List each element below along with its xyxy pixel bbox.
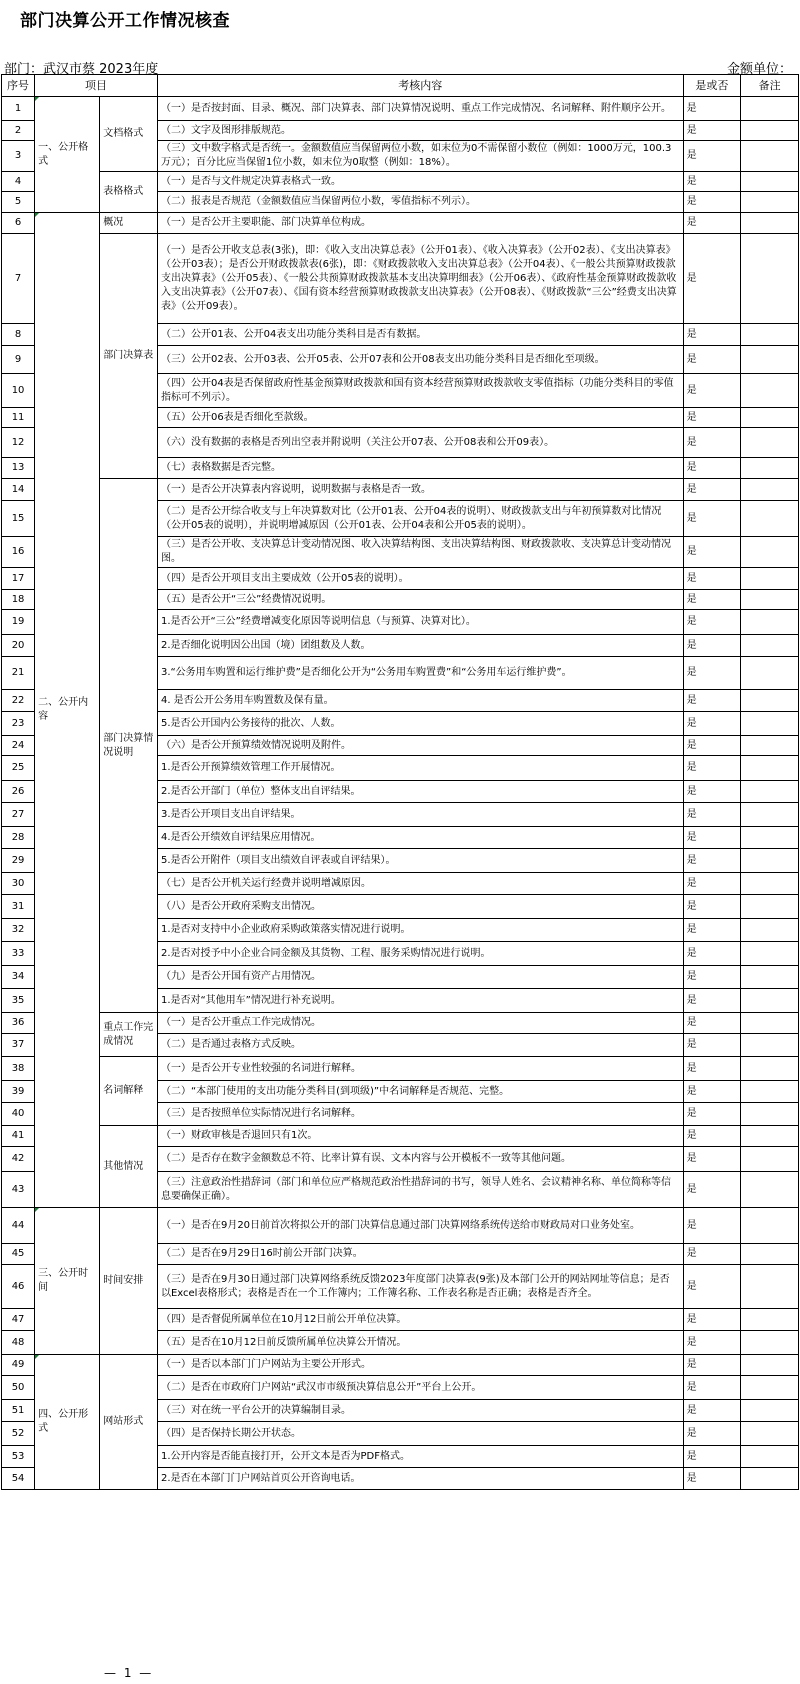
status-cell: 是: [683, 1309, 741, 1331]
status-cell: 是: [683, 1400, 741, 1422]
row-number: 6: [2, 213, 35, 234]
remark-cell: [741, 756, 799, 781]
check-content: （一）是否公开决算表内容说明，说明数据与表格是否一致。: [157, 479, 683, 501]
row-number: 15: [2, 501, 35, 537]
row-number: 29: [2, 849, 35, 873]
remark-cell: [741, 1126, 799, 1147]
check-content: （九）是否公开国有资产占用情况。: [157, 966, 683, 989]
table-header-row: [2, 75, 799, 97]
row-number: 46: [2, 1265, 35, 1309]
status-cell: 是: [683, 1446, 741, 1468]
remark-cell: [741, 1446, 799, 1468]
subcategory-cell: 部门决算表: [100, 234, 158, 479]
check-content: 2.是否公开部门（单位）整体支出自评结果。: [157, 781, 683, 803]
check-content: （一）是否按封面、目录、概况、部门决算表、部门决算情况说明、重点工作完成情况、名词解释、附件顺序公开。: [157, 97, 683, 121]
header-project: 项目: [35, 75, 158, 97]
row-number: 5: [2, 192, 35, 213]
row-number: 42: [2, 1147, 35, 1172]
status-cell: 是: [683, 1034, 741, 1057]
remark-cell: [741, 324, 799, 346]
check-content: 1.是否对支持中小企业政府采购政策落实情况进行说明。: [157, 919, 683, 942]
status-cell: 是: [683, 1147, 741, 1172]
remark-cell: [741, 1172, 799, 1208]
check-content: （二）是否存在数字金额数总不符、比率计算有误、文本内容与公开模板不一致等其他问题。: [157, 1147, 683, 1172]
remark-cell: [741, 234, 799, 324]
table-row: [2, 172, 799, 192]
check-content: （一）是否以本部门门户网站为主要公开形式。: [157, 1355, 683, 1376]
table-row: [2, 213, 799, 234]
check-content: 3.“公务用车购置和运行维护费”是否细化公开为“公务用车购置费”和“公务用车运行维护费”。: [157, 657, 683, 690]
remark-cell: [741, 803, 799, 827]
remark-cell: [741, 827, 799, 849]
check-content: （三）对在统一平台公开的决算编制目录。: [157, 1400, 683, 1422]
row-number: 4: [2, 172, 35, 192]
remark-cell: [741, 458, 799, 479]
status-cell: 是: [683, 635, 741, 657]
row-number: 1: [2, 97, 35, 121]
subcategory-cell: 名词解释: [100, 1057, 158, 1126]
remark-cell: [741, 942, 799, 966]
status-cell: 是: [683, 1057, 741, 1081]
row-number: 11: [2, 408, 35, 428]
remark-cell: [741, 1147, 799, 1172]
check-content: （五）是否在10月12日前反馈所属单位决算公开情况。: [157, 1331, 683, 1355]
check-content: 1.公开内容是否能直接打开，公开文本是否为PDF格式。: [157, 1446, 683, 1468]
check-content: （七）是否公开机关运行经费并说明增减原因。: [157, 873, 683, 895]
row-number: 21: [2, 657, 35, 690]
status-cell: 是: [683, 501, 741, 537]
status-cell: 是: [683, 192, 741, 213]
row-number: 28: [2, 827, 35, 849]
check-content: （三）公开02表、公开03表、公开05表、公开07表和公开08表支出功能分类科目是否细化至项级。: [157, 346, 683, 374]
remark-cell: [741, 1331, 799, 1355]
check-content: （二）报表是否规范（金额数值应当保留两位小数，零值指标不列示）。: [157, 192, 683, 213]
remark-cell: [741, 213, 799, 234]
remark-cell: [741, 1400, 799, 1422]
row-number: 52: [2, 1422, 35, 1446]
check-content: 2.是否细化说明因公出国（境）团组数及人数。: [157, 635, 683, 657]
category-cell: 一、公开格式: [35, 97, 100, 213]
status-cell: 是: [683, 324, 741, 346]
remark-cell: [741, 479, 799, 501]
row-number: 27: [2, 803, 35, 827]
header-status: 是或否: [683, 75, 741, 97]
status-cell: 是: [683, 121, 741, 141]
remark-cell: [741, 919, 799, 942]
page-title: 部门决算公开工作情况核查: [20, 11, 230, 31]
status-cell: 是: [683, 827, 741, 849]
row-number: 48: [2, 1331, 35, 1355]
check-content: 5.是否公开国内公务接待的批次、人数。: [157, 712, 683, 736]
subcategory-cell: 其他情况: [100, 1126, 158, 1208]
status-cell: 是: [683, 919, 741, 942]
remark-cell: [741, 121, 799, 141]
remark-cell: [741, 346, 799, 374]
remark-cell: [741, 172, 799, 192]
remark-cell: [741, 657, 799, 690]
check-content: （四）是否保持长期公开状态。: [157, 1422, 683, 1446]
status-cell: 是: [683, 172, 741, 192]
row-number: 25: [2, 756, 35, 781]
category-cell: 二、公开内容: [35, 213, 100, 1208]
remark-cell: [741, 374, 799, 408]
status-cell: 是: [683, 895, 741, 919]
status-cell: 是: [683, 690, 741, 712]
check-content: （八）是否公开政府采购支出情况。: [157, 895, 683, 919]
row-number: 16: [2, 537, 35, 568]
remark-cell: [741, 849, 799, 873]
status-cell: 是: [683, 374, 741, 408]
row-number: 41: [2, 1126, 35, 1147]
check-content: （六）没有数据的表格是否列出空表并附说明（关注公开07表、公开08表和公开09表）。: [157, 428, 683, 458]
row-number: 13: [2, 458, 35, 479]
remark-cell: [741, 537, 799, 568]
table-row: [2, 1355, 799, 1376]
row-number: 12: [2, 428, 35, 458]
status-cell: 是: [683, 568, 741, 590]
row-number: 8: [2, 324, 35, 346]
subcategory-cell: 表格格式: [100, 172, 158, 213]
row-number: 24: [2, 736, 35, 756]
table-row: [2, 1057, 799, 1081]
check-content: （二）“本部门使用的支出功能分类科目(到项级)”中名词解释是否规范、完整。: [157, 1081, 683, 1103]
check-content: （三）文中数字格式是否统一。金额数值应当保留两位小数，如末位为0不需保留小数位（例如：1000万元，100.3万元）；百分比应当保留1位小数，如末位为0取整（例如：18%）。: [157, 141, 683, 172]
check-content: （三）是否公开收、支决算总计变动情况图、收入决算结构图、支出决算结构图、财政拨款收、支决算总计变动情况图。: [157, 537, 683, 568]
status-cell: 是: [683, 1355, 741, 1376]
check-content: 4. 是否公开公务用车购置数及保有量。: [157, 690, 683, 712]
check-content: （一）是否公开专业性较强的名词进行解释。: [157, 1057, 683, 1081]
status-cell: 是: [683, 346, 741, 374]
remark-cell: [741, 501, 799, 537]
check-content: （二）公开01表、公开04表支出功能分类科目是否有数据。: [157, 324, 683, 346]
row-number: 10: [2, 374, 35, 408]
header-content: 考核内容: [157, 75, 683, 97]
status-cell: 是: [683, 537, 741, 568]
remark-cell: [741, 1422, 799, 1446]
status-cell: 是: [683, 1172, 741, 1208]
check-content: 1.是否对“其他用车”情况进行补充说明。: [157, 989, 683, 1013]
row-number: 9: [2, 346, 35, 374]
status-cell: 是: [683, 1103, 741, 1126]
status-cell: 是: [683, 141, 741, 172]
row-number: 50: [2, 1376, 35, 1400]
row-number: 17: [2, 568, 35, 590]
remark-cell: [741, 1057, 799, 1081]
status-cell: 是: [683, 657, 741, 690]
check-content: （六）是否公开预算绩效情况说明及附件。: [157, 736, 683, 756]
check-content: （二）是否在9月29日16时前公开部门决算。: [157, 1244, 683, 1265]
status-cell: 是: [683, 803, 741, 827]
remark-cell: [741, 192, 799, 213]
remark-cell: [741, 590, 799, 610]
row-number: 35: [2, 989, 35, 1013]
check-content: （二）是否公开综合收支与上年决算数对比（公开01表、公开04表的说明）、财政拨款支出与年初预算数对比情况（公开05表的说明），并说明增减原因（公开01表、公开04表和公开05表的说明）。: [157, 501, 683, 537]
check-content: （一）是否公开重点工作完成情况。: [157, 1013, 683, 1034]
remark-cell: [741, 736, 799, 756]
row-number: 37: [2, 1034, 35, 1057]
row-number: 39: [2, 1081, 35, 1103]
status-cell: 是: [683, 1126, 741, 1147]
check-content: （四）公开04表是否保留政府性基金预算财政拨款和国有资本经营预算财政拨款收支零值指标（功能分类科目的零值指标可不列示）。: [157, 374, 683, 408]
subcategory-cell: 网站形式: [100, 1355, 158, 1490]
check-content: （一）是否公开收支总表(3张)，即：《收入支出决算总表》（公开01表）、《收入决算表》（公开02表）、《支出决算表》（公开03表）；是否公开财政拨款表(6张)，即：《财政拨款收入支出决算总表》（公开04表）、《一般公共预算财政拨款支出决算表》（公开05表）、《一般公共预算财政拨款基本支出决算明细表》（公开06表）、《政府性基金预算财政拨款收入支出决算表》（公开07表）、《国有资本经营预算财政拨款支出决算表》（公开08表）、《财政拨款“三公”经费支出决算表》（公开09表）。: [157, 234, 683, 324]
check-content: （三）注意政治性措辞词（部门和单位应严格规范政治性措辞词的书写，领导人姓名、会议精神名称、单位简称等信息要确保正确）。: [157, 1172, 683, 1208]
page-number: — 1 —: [104, 1666, 154, 1680]
status-cell: 是: [683, 610, 741, 635]
table-row: [2, 479, 799, 501]
remark-cell: [741, 635, 799, 657]
category-cell: 三、公开时间: [35, 1208, 100, 1355]
header-no: 序号: [2, 75, 35, 97]
check-content: （一）财政审核是否退回只有1次。: [157, 1126, 683, 1147]
status-cell: 是: [683, 458, 741, 479]
check-content: （一）是否与文件规定决算表格式一致。: [157, 172, 683, 192]
row-number: 54: [2, 1468, 35, 1490]
status-cell: 是: [683, 479, 741, 501]
status-cell: 是: [683, 97, 741, 121]
row-number: 47: [2, 1309, 35, 1331]
status-cell: 是: [683, 712, 741, 736]
status-cell: 是: [683, 1265, 741, 1309]
category-cell: 四、公开形式: [35, 1355, 100, 1490]
status-cell: 是: [683, 590, 741, 610]
row-number: 45: [2, 1244, 35, 1265]
check-content: 4.是否公开绩效自评结果应用情况。: [157, 827, 683, 849]
remark-cell: [741, 1376, 799, 1400]
status-cell: 是: [683, 756, 741, 781]
remark-cell: [741, 989, 799, 1013]
status-cell: 是: [683, 1331, 741, 1355]
audit-table: [1, 74, 799, 1490]
table-row: [2, 234, 799, 324]
check-content: （四）是否督促所属单位在10月12日前公开单位决算。: [157, 1309, 683, 1331]
table-row: [2, 1208, 799, 1244]
check-content: （三）是否在9月30日通过部门决算网络系统反馈2023年度部门决算表(9张)及本部门公开的网站网址等信息；是否以Excel表格形式；表格是否在一个工作簿内；工作簿名称、工作表名称是否正确；表格是否齐全。: [157, 1265, 683, 1309]
row-number: 34: [2, 966, 35, 989]
subcategory-cell: 概况: [100, 213, 158, 234]
check-content: （四）是否公开项目支出主要成效（公开05表的说明）。: [157, 568, 683, 590]
remark-cell: [741, 1208, 799, 1244]
header-remark: 备注: [741, 75, 799, 97]
status-cell: 是: [683, 1422, 741, 1446]
check-content: 1.是否公开“三公”经费增减变化原因等说明信息（与预算、决算对比）。: [157, 610, 683, 635]
status-cell: 是: [683, 781, 741, 803]
check-content: （二）是否在市政府门户网站“武汉市市级预决算信息公开”平台上公开。: [157, 1376, 683, 1400]
remark-cell: [741, 1244, 799, 1265]
remark-cell: [741, 1034, 799, 1057]
status-cell: 是: [683, 1376, 741, 1400]
status-cell: 是: [683, 736, 741, 756]
check-content: （三）是否按照单位实际情况进行名词解释。: [157, 1103, 683, 1126]
check-content: （七）表格数据是否完整。: [157, 458, 683, 479]
check-content: （一）是否在9月20日前首次将拟公开的部门决算信息通过部门决算网络系统传送给市财政局对口业务处室。: [157, 1208, 683, 1244]
remark-cell: [741, 966, 799, 989]
row-number: 3: [2, 141, 35, 172]
row-number: 30: [2, 873, 35, 895]
remark-cell: [741, 690, 799, 712]
check-content: 3.是否公开项目支出自评结果。: [157, 803, 683, 827]
department-label: 部门：武汉市蔡 2023年度: [4, 62, 159, 77]
status-cell: 是: [683, 942, 741, 966]
check-content: （五）公开06表是否细化至款级。: [157, 408, 683, 428]
status-cell: 是: [683, 1244, 741, 1265]
table-row: [2, 1013, 799, 1034]
row-number: 44: [2, 1208, 35, 1244]
row-number: 51: [2, 1400, 35, 1422]
row-number: 2: [2, 121, 35, 141]
remark-cell: [741, 1013, 799, 1034]
status-cell: 是: [683, 1013, 741, 1034]
row-number: 40: [2, 1103, 35, 1126]
status-cell: 是: [683, 234, 741, 324]
remark-cell: [741, 141, 799, 172]
row-number: 32: [2, 919, 35, 942]
row-number: 36: [2, 1013, 35, 1034]
check-content: 2.是否对授予中小企业合同金额及其货物、工程、服务采购情况进行说明。: [157, 942, 683, 966]
remark-cell: [741, 1081, 799, 1103]
remark-cell: [741, 895, 799, 919]
row-number: 43: [2, 1172, 35, 1208]
subcategory-cell: 时间安排: [100, 1208, 158, 1355]
subcategory-cell: 重点工作完成情况: [100, 1013, 158, 1057]
check-content: （一）是否公开主要职能、部门决算单位构成。: [157, 213, 683, 234]
row-number: 49: [2, 1355, 35, 1376]
check-content: 1.是否公开预算绩效管理工作开展情况。: [157, 756, 683, 781]
status-cell: 是: [683, 989, 741, 1013]
remark-cell: [741, 1103, 799, 1126]
row-number: 7: [2, 234, 35, 324]
remark-cell: [741, 712, 799, 736]
row-number: 18: [2, 590, 35, 610]
check-content: 5.是否公开附件（项目支出绩效自评表或自评结果）。: [157, 849, 683, 873]
row-number: 31: [2, 895, 35, 919]
remark-cell: [741, 873, 799, 895]
remark-cell: [741, 568, 799, 590]
check-content: （二）文字及图形排版规范。: [157, 121, 683, 141]
check-content: （二）是否通过表格方式反映。: [157, 1034, 683, 1057]
remark-cell: [741, 1309, 799, 1331]
check-content: （五）是否公开“三公”经费情况说明。: [157, 590, 683, 610]
row-number: 26: [2, 781, 35, 803]
status-cell: 是: [683, 849, 741, 873]
remark-cell: [741, 610, 799, 635]
status-cell: 是: [683, 1208, 741, 1244]
remark-cell: [741, 1355, 799, 1376]
row-number: 53: [2, 1446, 35, 1468]
row-number: 33: [2, 942, 35, 966]
status-cell: 是: [683, 1468, 741, 1490]
status-cell: 是: [683, 966, 741, 989]
check-content: 2.是否在本部门门户网站首页公开咨询电话。: [157, 1468, 683, 1490]
status-cell: 是: [683, 408, 741, 428]
remark-cell: [741, 97, 799, 121]
remark-cell: [741, 781, 799, 803]
status-cell: 是: [683, 213, 741, 234]
table-row: [2, 1126, 799, 1147]
row-number: 38: [2, 1057, 35, 1081]
remark-cell: [741, 1265, 799, 1309]
subcategory-cell: 文档格式: [100, 97, 158, 172]
status-cell: 是: [683, 1081, 741, 1103]
status-cell: 是: [683, 428, 741, 458]
remark-cell: [741, 408, 799, 428]
subcategory-cell: 部门决算情况说明: [100, 479, 158, 1013]
row-number: 14: [2, 479, 35, 501]
row-number: 20: [2, 635, 35, 657]
row-number: 22: [2, 690, 35, 712]
status-cell: 是: [683, 873, 741, 895]
row-number: 23: [2, 712, 35, 736]
table-row: [2, 97, 799, 121]
amount-unit-label: 金额单位：: [726, 62, 792, 77]
remark-cell: [741, 1468, 799, 1490]
row-number: 19: [2, 610, 35, 635]
remark-cell: [741, 428, 799, 458]
table-body: [2, 97, 799, 1490]
